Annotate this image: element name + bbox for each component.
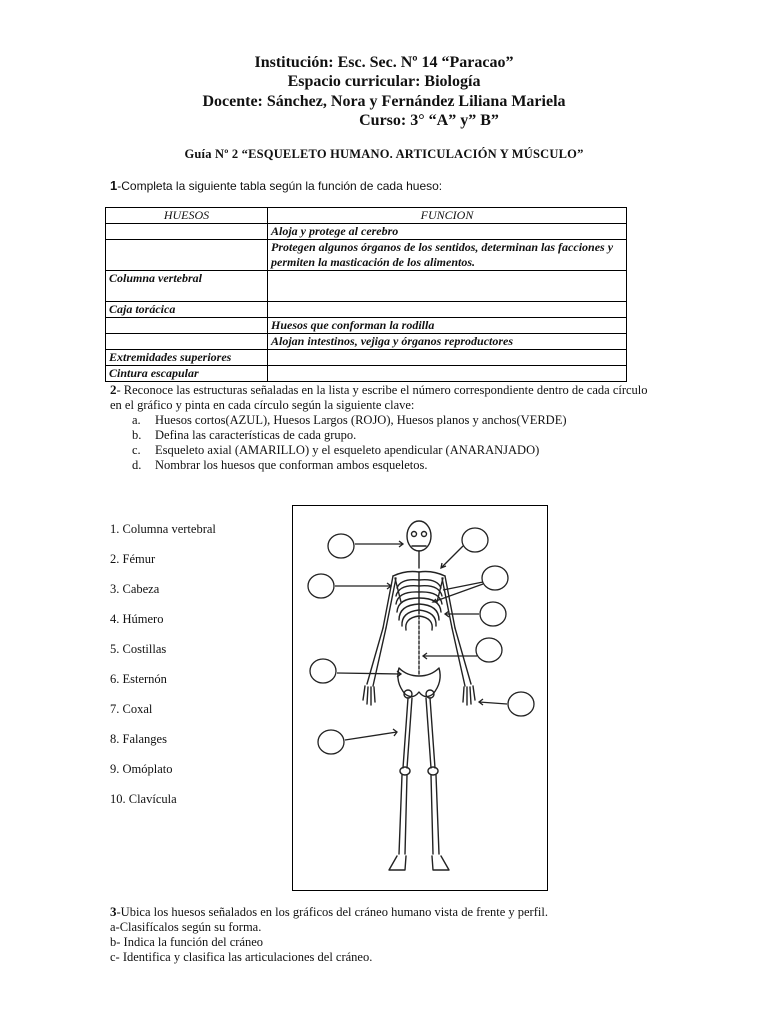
label-circle-3 bbox=[308, 574, 334, 598]
table-cell-function[interactable] bbox=[268, 271, 627, 302]
list-marker: a. bbox=[132, 413, 141, 427]
label-circle-1 bbox=[328, 534, 354, 558]
question-1 bbox=[110, 178, 442, 193]
list-item bbox=[132, 428, 650, 443]
table-cell-bone[interactable] bbox=[106, 334, 268, 350]
label-circle-6 bbox=[476, 638, 502, 662]
question-1-text: -Completa la siguiente tabla según la función de cada hueso: bbox=[117, 179, 443, 193]
question-2-prompt bbox=[110, 382, 650, 413]
bone-list-item: 8. Falanges bbox=[110, 732, 167, 746]
table-row bbox=[106, 240, 627, 271]
list-item-text: Defina las características de cada grupo. bbox=[155, 428, 357, 442]
question-3-item: c- Identifica y clasifica las articulaciones del cráneo. bbox=[110, 950, 373, 964]
list-item bbox=[132, 458, 650, 473]
label-circle-4 bbox=[482, 566, 508, 590]
label-circle-9 bbox=[318, 730, 344, 754]
bone-list-item: 5. Costillas bbox=[110, 642, 167, 656]
question-1-number: 1 bbox=[110, 178, 118, 193]
table-cell-bone: Caja torácica bbox=[106, 302, 268, 318]
list-item-text: Nombrar los huesos que conforman ambos esqueletos. bbox=[155, 458, 428, 472]
bone-list-item: 4. Húmero bbox=[110, 612, 164, 626]
table-row bbox=[106, 302, 627, 318]
table-cell-function: Aloja y protege al cerebro bbox=[268, 224, 627, 240]
bone-list bbox=[110, 514, 216, 814]
bone-list-item: 3. Cabeza bbox=[110, 582, 160, 596]
table-cell-function: Protegen algunos órganos de los sentidos, determinan las facciones y permiten la masticación de los alimentos. bbox=[268, 240, 627, 271]
table-header-bones: HUESOS bbox=[106, 208, 268, 224]
header-institution: Institución: Esc. Sec. Nº 14 “Paracao” bbox=[254, 54, 514, 71]
bone-list-item: 1. Columna vertebral bbox=[110, 522, 216, 536]
question-3-item: a-Clasifícalos según su forma. bbox=[110, 920, 262, 934]
skeleton-figure bbox=[292, 505, 548, 891]
table-cell-function[interactable] bbox=[268, 302, 627, 318]
label-circle-2 bbox=[462, 528, 488, 552]
table-row bbox=[106, 350, 627, 366]
list-item-text: Esqueleto axial (AMARILLO) y el esqueleto apendicular (ANARANJADO) bbox=[155, 443, 540, 457]
question-2 bbox=[110, 382, 650, 473]
label-circle-7 bbox=[310, 659, 336, 683]
question-2-text: - Reconoce las estructuras señaladas en la lista y escribe el número correspondiente dentro de cada círculo en el gráfico y pinta en cada círculo según la siguiente clave: bbox=[110, 383, 648, 412]
bone-list-item: 10. Clavícula bbox=[110, 792, 177, 806]
header-subject: Espacio curricular: Biología bbox=[287, 73, 481, 90]
question-2-list bbox=[110, 413, 650, 473]
label-circle-5 bbox=[480, 602, 506, 626]
question-3-prompt bbox=[110, 904, 548, 920]
table-cell-bone: Columna vertebral bbox=[106, 271, 268, 302]
table-header-row bbox=[106, 208, 627, 224]
skeleton-drawing bbox=[293, 506, 547, 890]
table-row bbox=[106, 318, 627, 334]
bone-list-item: 9. Omóplato bbox=[110, 762, 173, 776]
table-header-function: FUNCION bbox=[268, 208, 627, 224]
table-cell-bone: Cintura escapular bbox=[106, 366, 268, 382]
table-cell-bone: Extremidades superiores bbox=[106, 350, 268, 366]
table-row bbox=[106, 271, 627, 302]
question-3 bbox=[110, 904, 548, 965]
list-marker: b. bbox=[132, 428, 142, 442]
question-3-item: b- Indica la función del cráneo bbox=[110, 935, 264, 949]
bone-list-item: 7. Coxal bbox=[110, 702, 153, 716]
bone-list-item: 6. Esternón bbox=[110, 672, 167, 686]
bones-function-table bbox=[105, 207, 627, 382]
bone-list-item: 2. Fémur bbox=[110, 552, 156, 566]
list-item-text: Huesos cortos(AZUL), Huesos Largos (ROJO), Huesos planos y anchos(VERDE) bbox=[155, 413, 567, 427]
question-3-number: 3 bbox=[110, 904, 117, 919]
guide-title: Guía Nº 2 “ESQUELETO HUMANO. ARTICULACIÓN Y MÚSCULO” bbox=[184, 147, 584, 161]
table-cell-function[interactable] bbox=[268, 350, 627, 366]
header-course: Curso: 3° “A” y” B” bbox=[359, 112, 499, 129]
list-marker: c. bbox=[132, 443, 141, 457]
question-3-text: -Ubica los huesos señalados en los gráficos del cráneo humano vista de frente y perfil. bbox=[116, 905, 548, 919]
table-cell-bone[interactable] bbox=[106, 224, 268, 240]
list-item bbox=[132, 413, 650, 428]
table-cell-function[interactable] bbox=[268, 366, 627, 382]
table-cell-function: Alojan intestinos, vejiga y órganos reproductores bbox=[268, 334, 627, 350]
list-marker: d. bbox=[132, 458, 142, 472]
label-circle-8 bbox=[508, 692, 534, 716]
table-cell-function: Huesos que conforman la rodilla bbox=[268, 318, 627, 334]
list-item bbox=[132, 443, 650, 458]
header-teachers: Docente: Sánchez, Nora y Fernández Liliana Mariela bbox=[202, 93, 566, 110]
table-cell-bone[interactable] bbox=[106, 318, 268, 334]
question-2-number: 2 bbox=[110, 382, 117, 397]
table-cell-bone[interactable] bbox=[106, 240, 268, 271]
table-row bbox=[106, 334, 627, 350]
table-row bbox=[106, 224, 627, 240]
table-row bbox=[106, 366, 627, 382]
